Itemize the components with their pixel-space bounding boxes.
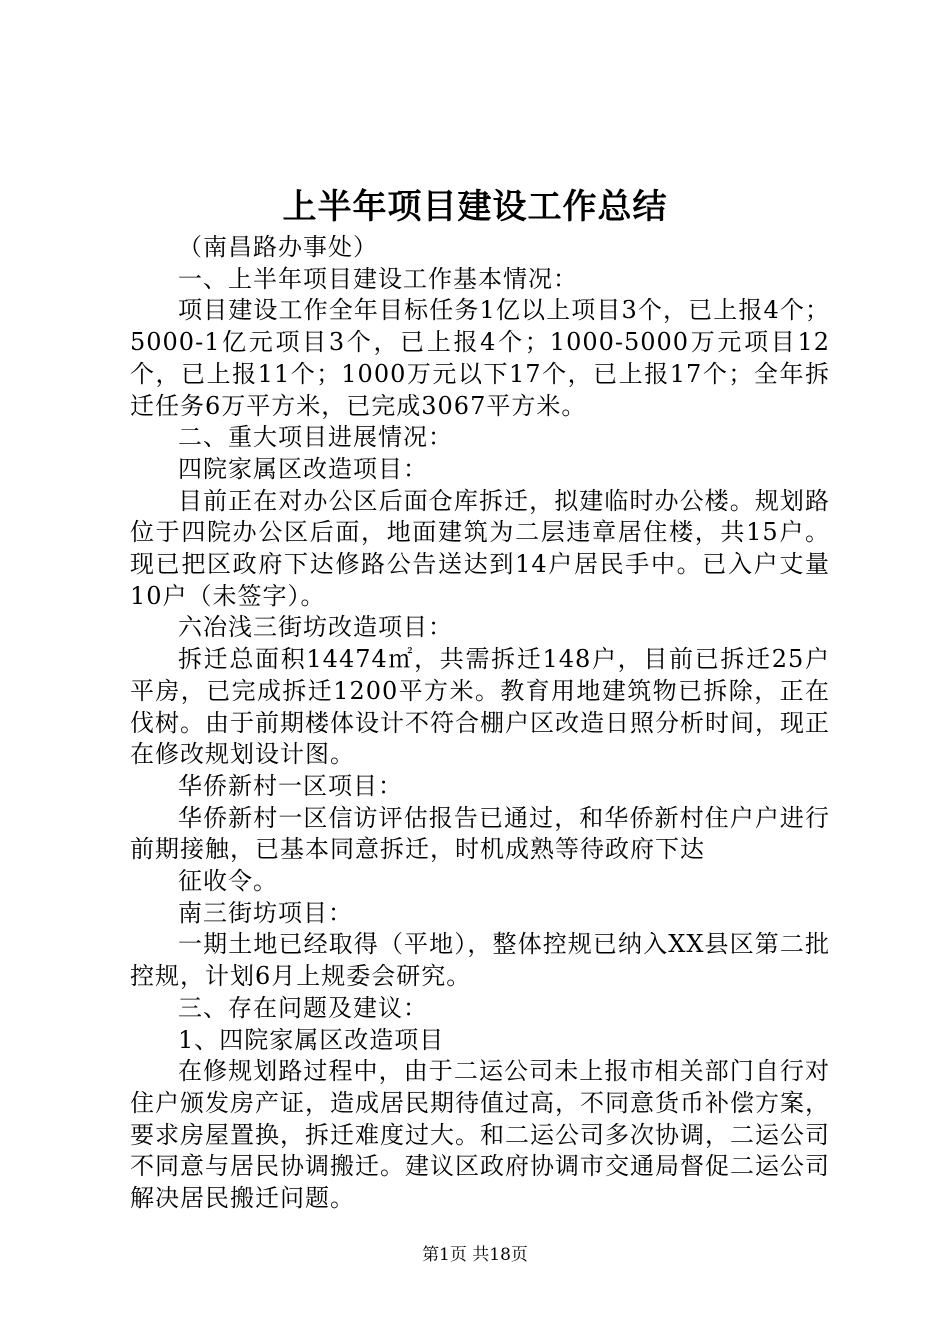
subheading-project-nansan: 南三街坊项目：	[178, 898, 353, 927]
paragraph-project-huaqiao-cont: 征收令。	[178, 867, 278, 896]
document-body	[130, 232, 830, 1215]
subheading-project-huaqiao: 华侨新村一区项目：	[178, 771, 403, 800]
heading-section-3: 三、存在问题及建议：	[178, 993, 428, 1022]
paragraph-targets: 项目建设工作全年目标任务1亿以上项目3个，已上报4个；5000-1亿元项目3个，已上报4个；1000-5000万元项目12个，已上报11个；1000万元以下17个，已上报17个；全年拆迁任务6万平方米，已完成3067平方米。	[130, 296, 830, 420]
paragraph-author: （南昌路办事处）	[178, 233, 378, 261]
subheading-project-siyuan: 四院家属区改造项目：	[178, 454, 428, 483]
paragraph-project-liuye: 拆迁总面积14474㎡，共需拆迁148户，目前已拆迁25户平房，已完成拆迁1200平方米。教育用地建筑物已拆除，正在伐树。由于前期楼体设计不符合棚户区改造日照分析时间，现正在修改规划设计图。	[130, 645, 830, 769]
paragraph-project-nansan: 一期土地已经取得（平地），整体控规已纳入XX县区第二批控规，计划6月上规委会研究。	[130, 930, 830, 991]
page-footer: 第1页 共18页	[422, 1245, 528, 1265]
paragraph-project-siyuan: 目前正在对办公区后面仓库拆迁，拟建临时办公楼。规划路位于四院办公区后面，地面建筑为二层违章居住楼，共15户。现已把区政府下达修路公告送达到14户居民手中。已入户丈量10户（未签字）。	[130, 486, 830, 610]
heading-section-2: 二、重大项目进展情况：	[178, 423, 453, 452]
subheading-issue-1: 1、四院家属区改造项目	[178, 1025, 445, 1054]
subheading-project-liuye: 六冶浅三街坊改造项目：	[178, 613, 453, 642]
paragraph-project-huaqiao: 华侨新村一区信访评估报告已通过，和华侨新村住户户进行前期接触，已基本同意拆迁，时机成熟等待政府下达	[130, 803, 830, 864]
paragraph-issue-1: 在修规划路过程中，由于二运公司未上报市相关部门自行对住户颁发房产证，造成居民期待值过高，不同意货币补偿方案，要求房屋置换，拆迁难度过大。和二运公司多次协调，二运公司不同意与居民协调搬迁。建议区政府协调市交通局督促二运公司解决居民搬迁问题。	[130, 1057, 830, 1213]
document-title: 上半年项目建设工作总结	[282, 187, 668, 227]
heading-section-1: 一、上半年项目建设工作基本情况：	[178, 264, 578, 293]
